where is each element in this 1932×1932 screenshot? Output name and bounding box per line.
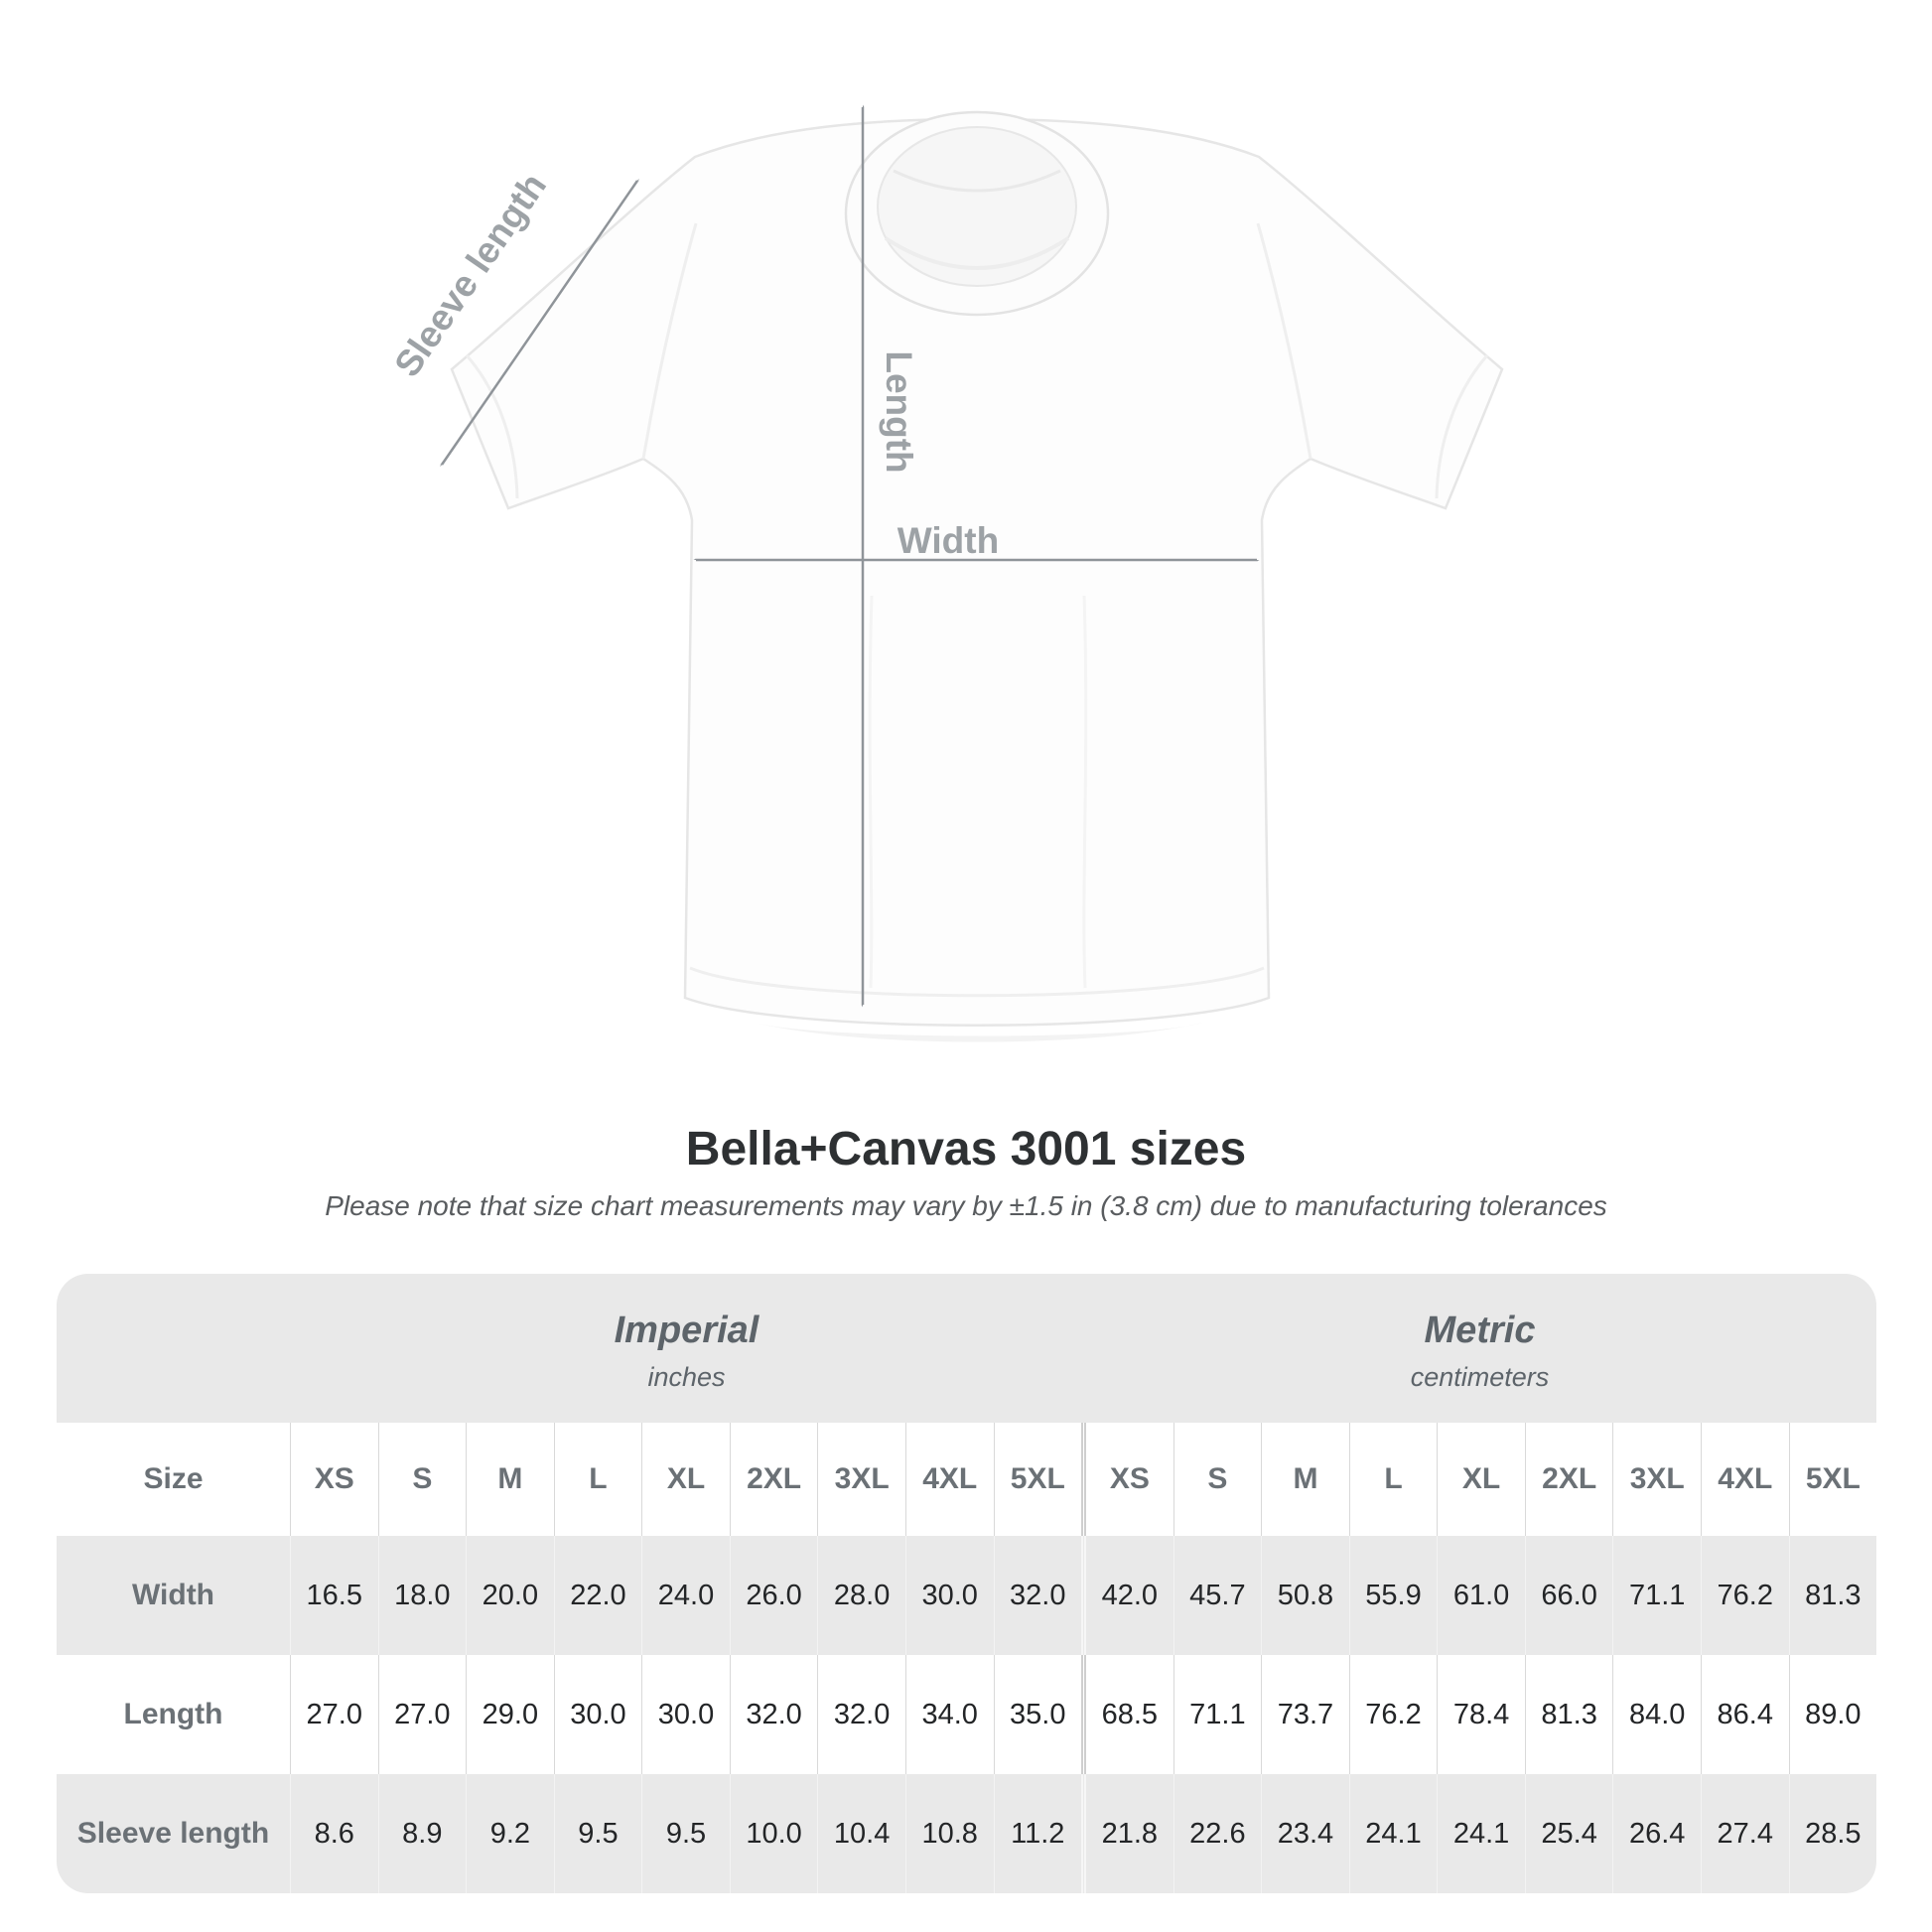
value-cell-sleeve-length-metric-s: 22.6: [1173, 1774, 1262, 1893]
value-cell-width-imperial-4xl: 30.0: [905, 1536, 994, 1655]
size-header-imperial-m: M: [466, 1423, 554, 1536]
unit-group-metric: [1083, 1274, 1876, 1423]
value-cell-length-imperial-l: 30.0: [554, 1655, 642, 1774]
size-header-metric-5xl: 5XL: [1789, 1423, 1876, 1536]
value-cell-width-imperial-s: 18.0: [378, 1536, 467, 1655]
size-header-metric-2xl: 2XL: [1525, 1423, 1613, 1536]
value-cell-width-imperial-l: 22.0: [554, 1536, 642, 1655]
value-cell-sleeve-length-imperial-l: 9.5: [554, 1774, 642, 1893]
row-label-width: Width: [131, 1579, 215, 1611]
length-label: Length: [879, 350, 919, 474]
unit-group-band: [57, 1274, 1876, 1423]
value-cell-length-metric-m: 73.7: [1261, 1655, 1349, 1774]
value-cell-sleeve-length-metric-2xl: 25.4: [1525, 1774, 1613, 1893]
value-cell-sleeve-length-metric-3xl: 26.4: [1612, 1774, 1701, 1893]
value-cell-width-imperial-xl: 24.0: [641, 1536, 730, 1655]
value-cell-width-imperial-5xl: 32.0: [994, 1536, 1082, 1655]
value-cell-sleeve-length-metric-l: 24.1: [1349, 1774, 1438, 1893]
value-cell-length-imperial-2xl: 32.0: [730, 1655, 818, 1774]
value-cell-width-metric-xl: 61.0: [1437, 1536, 1525, 1655]
size-header-imperial-2xl: 2XL: [730, 1423, 818, 1536]
value-cell-length-imperial-m: 29.0: [466, 1655, 554, 1774]
value-cell-sleeve-length-imperial-3xl: 10.4: [817, 1774, 905, 1893]
value-cell-length-imperial-xs: 27.0: [290, 1655, 378, 1774]
size-header-imperial-l: L: [554, 1423, 642, 1536]
value-cell-width-imperial-2xl: 26.0: [730, 1536, 818, 1655]
value-cell-length-imperial-5xl: 35.0: [994, 1655, 1082, 1774]
value-cell-sleeve-length-imperial-s: 8.9: [378, 1774, 467, 1893]
size-header-imperial-xs: XS: [290, 1423, 378, 1536]
value-cell-width-metric-s: 45.7: [1173, 1536, 1262, 1655]
value-cell-sleeve-length-imperial-4xl: 10.8: [905, 1774, 994, 1893]
sleeve-length-label: Sleeve length: [386, 166, 555, 384]
value-cell-length-metric-5xl: 89.0: [1789, 1655, 1876, 1774]
page-title: Bella+Canvas 3001 sizes: [685, 1123, 1247, 1175]
value-cell-width-metric-3xl: 71.1: [1612, 1536, 1701, 1655]
size-header-metric-3xl: 3XL: [1612, 1423, 1701, 1536]
tolerance-note: Please note that size chart measurements may vary by ±1.5 in (3.8 cm) due to manufacturing tolerances: [325, 1190, 1607, 1221]
value-cell-width-metric-l: 55.9: [1349, 1536, 1438, 1655]
imperial-heading: Imperial: [614, 1309, 759, 1351]
value-cell-width-metric-m: 50.8: [1261, 1536, 1349, 1655]
value-cell-width-metric-5xl: 81.3: [1789, 1536, 1876, 1655]
value-cell-length-metric-xl: 78.4: [1437, 1655, 1525, 1774]
size-header-metric-m: M: [1261, 1423, 1349, 1536]
value-cell-width-metric-4xl: 76.2: [1701, 1536, 1789, 1655]
size-header-imperial-xl: XL: [641, 1423, 730, 1536]
value-cell-length-metric-3xl: 84.0: [1612, 1655, 1701, 1774]
value-cell-width-imperial-m: 20.0: [466, 1536, 554, 1655]
tshirt-graphic: [452, 112, 1502, 1042]
value-cell-sleeve-length-imperial-5xl: 11.2: [994, 1774, 1082, 1893]
value-cell-length-imperial-xl: 30.0: [641, 1655, 730, 1774]
size-header-metric-xs: XS: [1081, 1423, 1173, 1536]
size-header-metric-4xl: 4XL: [1701, 1423, 1789, 1536]
value-cell-sleeve-length-metric-m: 23.4: [1261, 1774, 1349, 1893]
value-cell-length-metric-xs: 68.5: [1081, 1655, 1173, 1774]
value-cell-length-metric-2xl: 81.3: [1525, 1655, 1613, 1774]
size-header-imperial-s: S: [378, 1423, 467, 1536]
table-row-width: [57, 1536, 1876, 1655]
table-body: [57, 1536, 1876, 1893]
value-cell-length-metric-4xl: 86.4: [1701, 1655, 1789, 1774]
row-label-sleeve-length: Sleeve length: [76, 1817, 270, 1850]
value-cell-width-metric-2xl: 66.0: [1525, 1536, 1613, 1655]
size-header-metric-xl: XL: [1437, 1423, 1525, 1536]
value-cell-sleeve-length-imperial-m: 9.2: [466, 1774, 554, 1893]
value-cell-length-imperial-4xl: 34.0: [905, 1655, 994, 1774]
value-cell-width-metric-xs: 42.0: [1081, 1536, 1173, 1655]
row-label-length: Length: [123, 1698, 223, 1730]
value-cell-sleeve-length-metric-xl: 24.1: [1437, 1774, 1525, 1893]
size-header-metric-l: L: [1349, 1423, 1438, 1536]
value-cell-sleeve-length-metric-5xl: 28.5: [1789, 1774, 1876, 1893]
value-cell-length-imperial-3xl: 32.0: [817, 1655, 905, 1774]
value-cell-length-imperial-s: 27.0: [378, 1655, 467, 1774]
value-cell-sleeve-length-imperial-xs: 8.6: [290, 1774, 378, 1893]
table-row-sleeve-length: [57, 1774, 1876, 1893]
unit-band-spacer: [57, 1274, 290, 1423]
value-cell-length-metric-l: 76.2: [1349, 1655, 1438, 1774]
size-header-imperial-3xl: 3XL: [817, 1423, 905, 1536]
value-cell-width-imperial-3xl: 28.0: [817, 1536, 905, 1655]
size-header-row: [57, 1423, 1876, 1536]
tshirt-collar: [846, 112, 1108, 315]
size-header-imperial-5xl: 5XL: [994, 1423, 1082, 1536]
imperial-unit: inches: [647, 1361, 726, 1392]
size-table: [57, 1274, 1876, 1893]
value-cell-width-imperial-xs: 16.5: [290, 1536, 378, 1655]
value-cell-sleeve-length-metric-xs: 21.8: [1081, 1774, 1173, 1893]
width-label: Width: [897, 520, 1000, 561]
value-cell-sleeve-length-metric-4xl: 27.4: [1701, 1774, 1789, 1893]
value-cell-sleeve-length-imperial-2xl: 10.0: [730, 1774, 818, 1893]
value-cell-length-metric-s: 71.1: [1173, 1655, 1262, 1774]
metric-heading: Metric: [1424, 1309, 1536, 1351]
unit-group-imperial: [290, 1274, 1083, 1423]
value-cell-sleeve-length-imperial-xl: 9.5: [641, 1774, 730, 1893]
table-row-length: [57, 1655, 1876, 1774]
size-corner-label: Size: [143, 1462, 204, 1495]
size-header-imperial-4xl: 4XL: [905, 1423, 994, 1536]
size-header-metric-s: S: [1173, 1423, 1262, 1536]
metric-unit: centimeters: [1410, 1361, 1550, 1392]
